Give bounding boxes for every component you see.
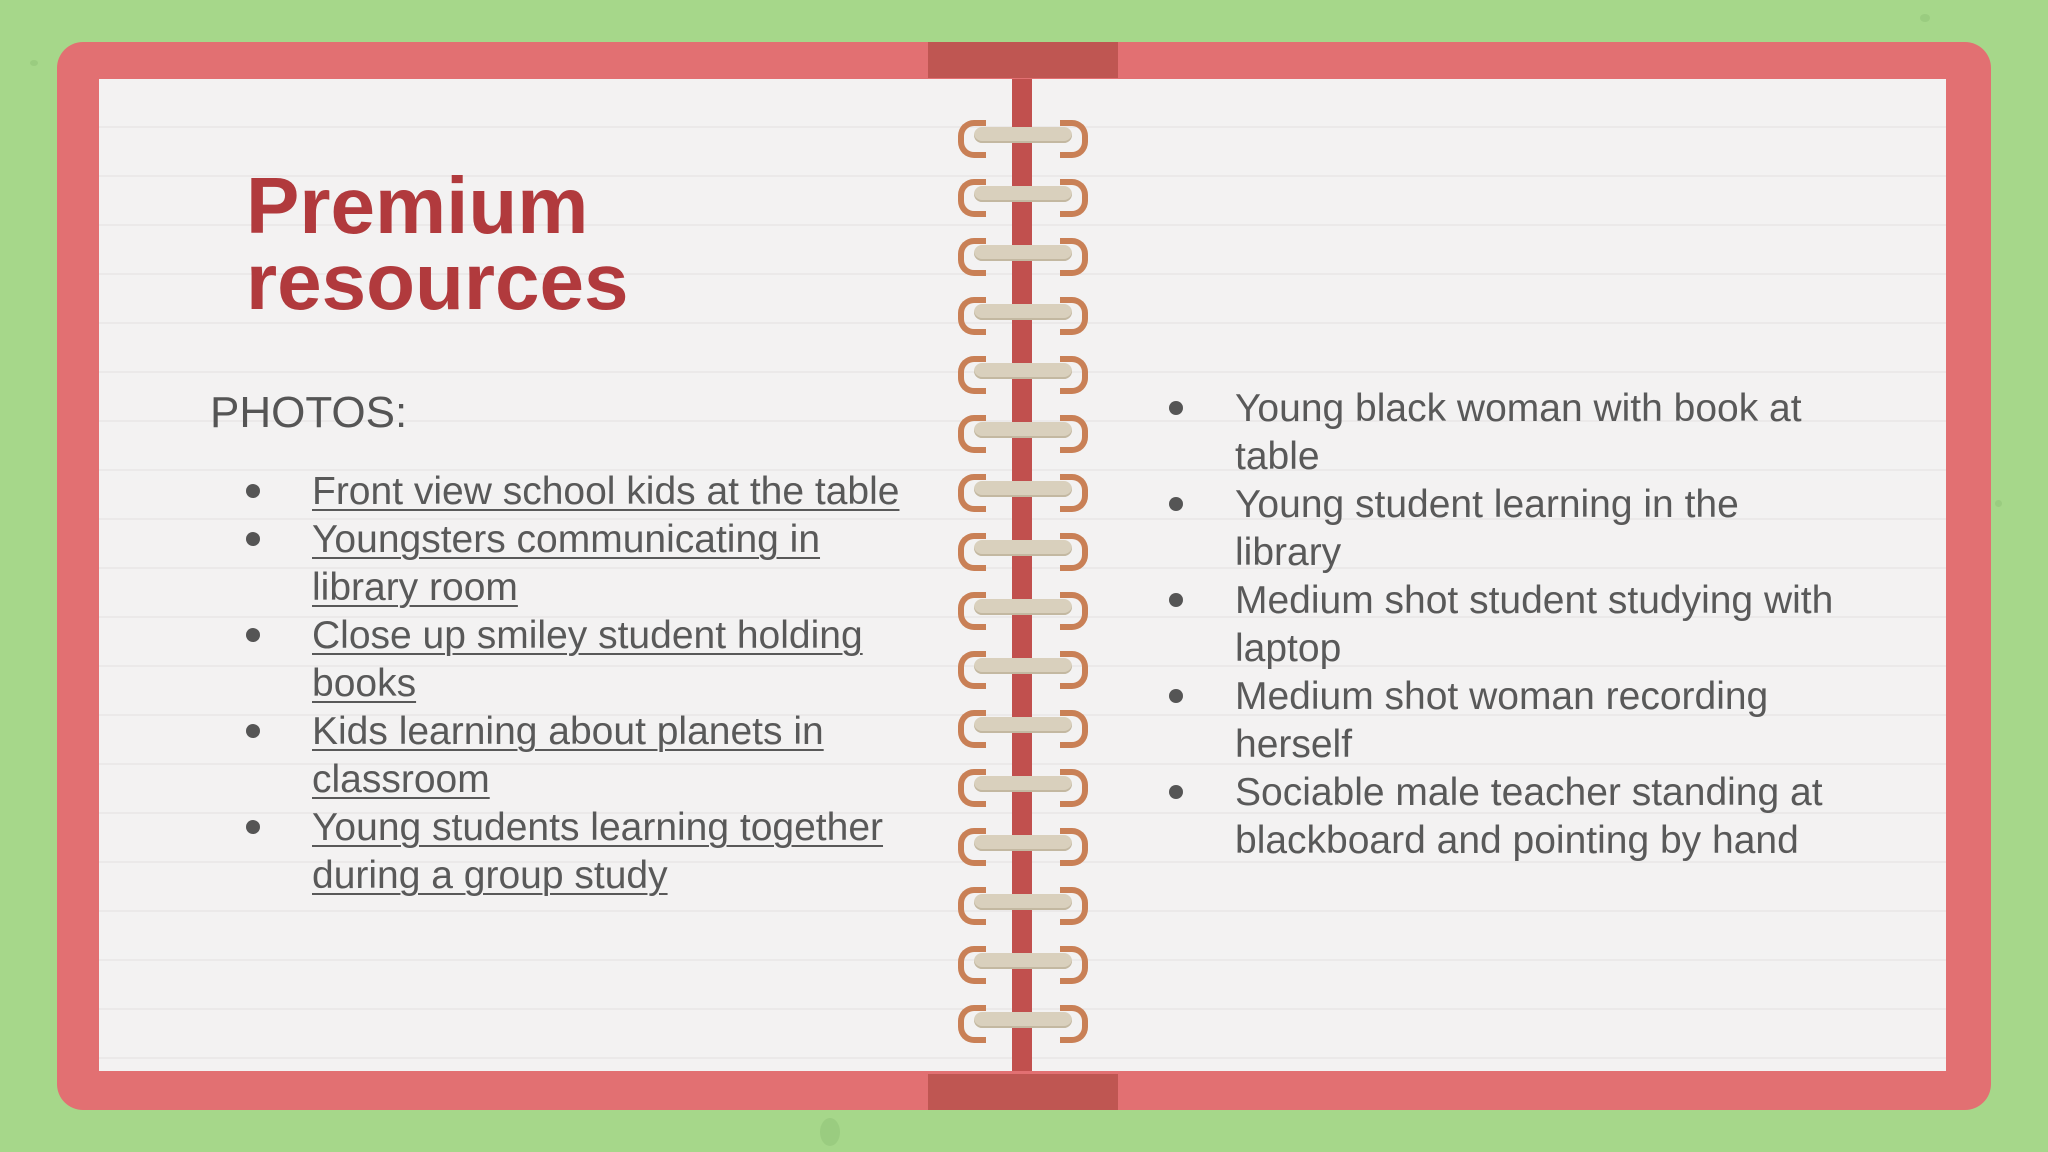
left-resource-list [312, 468, 932, 900]
background-speck [30, 60, 38, 66]
bullet-icon [1169, 689, 1183, 703]
list-item [1235, 769, 1855, 865]
resource-text: Medium shot student studying with laptop [1235, 579, 1834, 670]
spiral-ring [958, 826, 1088, 860]
section-label: PHOTOS: [210, 388, 408, 437]
bullet-icon [246, 484, 260, 498]
list-item [1235, 481, 1855, 577]
spiral-ring [958, 708, 1088, 742]
slide-title [246, 161, 846, 326]
spiral-ring [958, 649, 1088, 683]
background-speck [820, 1118, 840, 1146]
bullet-icon [1169, 497, 1183, 511]
spine-band-bottom [928, 1074, 1118, 1110]
list-item [312, 708, 932, 804]
spiral-ring [958, 177, 1088, 211]
list-item [312, 468, 932, 516]
spiral-ring [958, 885, 1088, 919]
resource-text: Young black woman with book at table [1235, 387, 1802, 478]
spiral-ring [958, 118, 1088, 152]
resource-text: Sociable male teacher standing at blackboard and pointing by hand [1235, 771, 1823, 862]
bullet-icon [1169, 401, 1183, 415]
list-item [1235, 385, 1855, 481]
spiral-ring [958, 944, 1088, 978]
list-item [312, 516, 932, 612]
bullet-icon [1169, 785, 1183, 799]
resource-link[interactable]: Youngsters communicating in library room [312, 518, 821, 609]
list-item [312, 612, 932, 708]
spiral-ring [958, 354, 1088, 388]
bullet-icon [246, 628, 260, 642]
bullet-icon [246, 532, 260, 546]
background-speck [1995, 500, 2002, 507]
spiral-ring [958, 236, 1088, 270]
spiral-binding [958, 118, 1088, 1048]
resource-link[interactable]: Kids learning about planets in classroom [312, 710, 824, 801]
bullet-icon [1169, 593, 1183, 607]
resource-link[interactable]: Young students learning together during a group study [312, 806, 884, 897]
resource-text: Medium shot woman recording herself [1235, 675, 1769, 766]
list-item [1235, 673, 1855, 769]
spine-band-top [928, 42, 1118, 78]
bullet-icon [246, 820, 260, 834]
spiral-ring [958, 590, 1088, 624]
title-line-1: Premium [246, 161, 589, 250]
background-speck [1920, 14, 1930, 22]
title-line-2: resources [246, 237, 629, 326]
spiral-ring [958, 531, 1088, 565]
right-resource-list [1235, 385, 1855, 865]
spiral-ring [958, 767, 1088, 801]
spiral-ring [958, 472, 1088, 506]
resource-link[interactable]: Front view school kids at the table [312, 470, 900, 513]
resource-text: Young student learning in the library [1235, 483, 1739, 574]
list-item [312, 804, 932, 900]
resource-link[interactable]: Close up smiley student holding books [312, 614, 863, 705]
spiral-ring [958, 295, 1088, 329]
spiral-ring [958, 413, 1088, 447]
bullet-icon [246, 724, 260, 738]
spiral-ring [958, 1003, 1088, 1037]
list-item [1235, 577, 1855, 673]
